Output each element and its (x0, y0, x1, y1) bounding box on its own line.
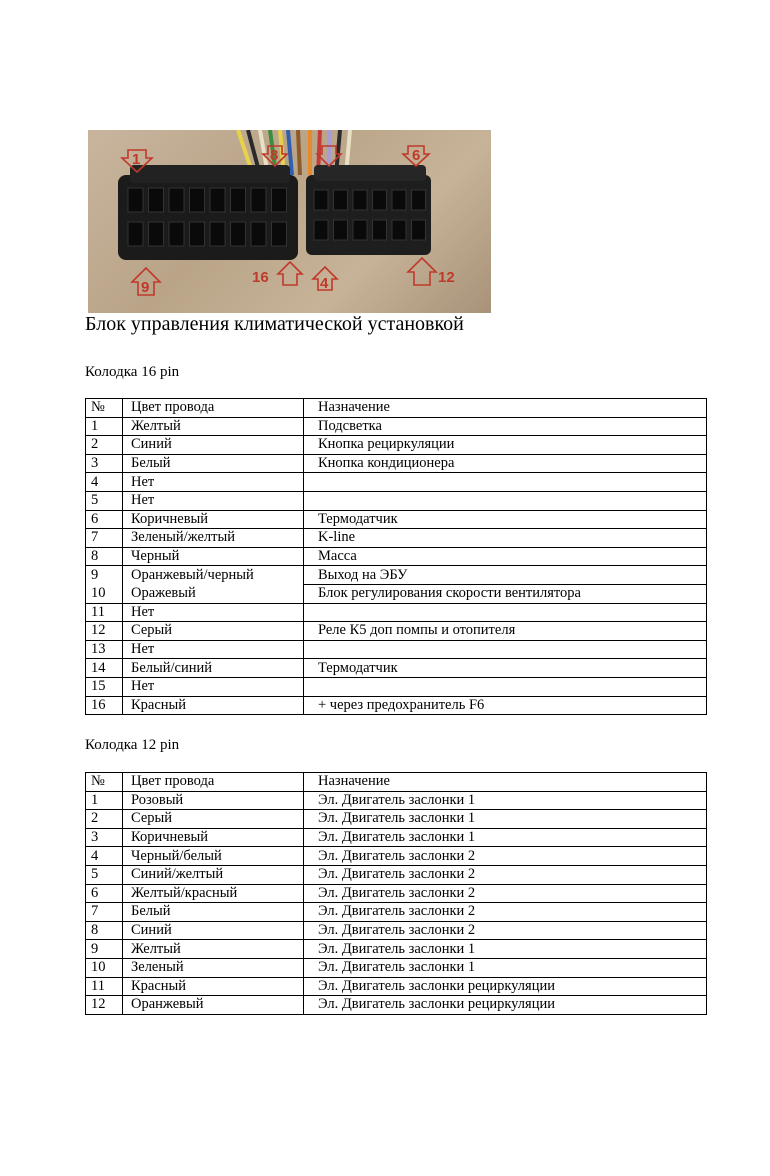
pin-number: 9 (86, 940, 123, 959)
table-row (86, 791, 707, 810)
connector-photo (88, 130, 491, 313)
pin-label-16: 16 (252, 269, 269, 286)
pin-cavity (314, 220, 328, 240)
table-row (86, 865, 707, 884)
wire-color: Желтый (123, 417, 304, 436)
wire-color: Нет (123, 640, 304, 659)
table-row (86, 696, 707, 715)
wire-color: Черный (123, 547, 304, 566)
column-header: Назначение (304, 399, 707, 418)
column-header: № (86, 773, 123, 792)
pin-function: Подсветка (304, 417, 707, 436)
table-row (86, 603, 707, 622)
pin-cavity (149, 188, 164, 212)
table-row (86, 566, 707, 585)
pin-function: Эл. Двигатель заслонки 1 (304, 791, 707, 810)
wire-color: Зеленый/желтый (123, 529, 304, 548)
pin-cavity (353, 190, 367, 210)
wire-color: Белый (123, 903, 304, 922)
wire-color: Красный (123, 977, 304, 996)
pin-cavity (190, 222, 205, 246)
pin-number: 4 (86, 847, 123, 866)
pin-label-9: 9 (141, 279, 150, 296)
table-row (86, 417, 707, 436)
pin-function: Масса (304, 547, 707, 566)
table-row (86, 529, 707, 548)
pin-cavity (210, 188, 225, 212)
pin-number: 5 (86, 491, 123, 510)
wire-color: Желтый (123, 940, 304, 959)
wire-color: Белый (123, 454, 304, 473)
table-row (86, 454, 707, 473)
pin-number: 2 (86, 810, 123, 829)
pin-function (304, 603, 707, 622)
caption-12pin: Колодка 12 pin (85, 737, 180, 753)
table-row (86, 977, 707, 996)
pin-number: 3 (86, 828, 123, 847)
arrow-up-icon (408, 258, 436, 285)
pin-cavity (272, 188, 287, 212)
pin-function: Кнопка кондиционера (304, 454, 707, 473)
wire-color: Черный/белый (123, 847, 304, 866)
wire-color: Серый (123, 810, 304, 829)
wire-color: Зеленый (123, 958, 304, 977)
pin-number: 9 (86, 566, 123, 585)
pin-cavity (353, 220, 367, 240)
pin-number: 10 (86, 958, 123, 977)
wire-color: Оражевый (123, 584, 304, 603)
table-row (86, 996, 707, 1015)
wire-color: Синий (123, 921, 304, 940)
pin-label-8: 8 (270, 147, 279, 164)
pin-cavity (334, 190, 348, 210)
pin-number: 1 (86, 417, 123, 436)
pin-function: Эл. Двигатель заслонки 2 (304, 921, 707, 940)
table-row (86, 677, 707, 696)
pin-cavity (251, 188, 266, 212)
pin-number: 6 (86, 884, 123, 903)
pinout-table-16pin (85, 398, 707, 715)
pin-label-6: 6 (412, 147, 421, 164)
column-header: № (86, 399, 123, 418)
pin-cavity (412, 190, 426, 210)
pin-function (304, 677, 707, 696)
pin-number: 8 (86, 547, 123, 566)
wire-color: Нет (123, 603, 304, 622)
pin-label-12: 12 (438, 269, 455, 286)
pin-number: 16 (86, 696, 123, 715)
pin-function: Эл. Двигатель заслонки 1 (304, 940, 707, 959)
pin-function: Эл. Двигатель заслонки 1 (304, 958, 707, 977)
pin-cavity (169, 188, 184, 212)
pin-cavity (190, 188, 205, 212)
pin-cavity (334, 220, 348, 240)
pin-number: 11 (86, 977, 123, 996)
pin-cavity (128, 188, 143, 212)
table-row (86, 884, 707, 903)
wire-color: Нет (123, 473, 304, 492)
table-row (86, 847, 707, 866)
pin-cavity (314, 190, 328, 210)
pin-number: 12 (86, 996, 123, 1015)
pin-function (304, 473, 707, 492)
table-header-row (86, 773, 707, 792)
pin-function: + через предохранитель F6 (304, 696, 707, 715)
pin-number: 14 (86, 659, 123, 678)
pin-cavity (169, 222, 184, 246)
pin-label-1: 1 (132, 151, 141, 168)
pin-function: K-line (304, 529, 707, 548)
column-header: Цвет провода (123, 399, 304, 418)
pin-cavity (231, 188, 246, 212)
pin-function (304, 491, 707, 510)
pin-function: Эл. Двигатель заслонки 1 (304, 810, 707, 829)
table-row (86, 491, 707, 510)
pin-number: 8 (86, 921, 123, 940)
wire-color: Оранжевый (123, 996, 304, 1015)
pin-function: Эл. Двигатель заслонки 2 (304, 865, 707, 884)
pinout-table-12pin (85, 772, 707, 1015)
pin-number: 4 (86, 473, 123, 492)
pin-function: Блок регулирования скорости вентилятора (304, 584, 707, 603)
table-row (86, 510, 707, 529)
pin-function: Эл. Двигатель заслонки рециркуляции (304, 977, 707, 996)
pin-cavity (128, 222, 143, 246)
pin-cavity (149, 222, 164, 246)
pin-number: 6 (86, 510, 123, 529)
pin-cavity (412, 220, 426, 240)
wire-color: Оранжевый/черный (123, 566, 304, 585)
table-row (86, 903, 707, 922)
column-header: Цвет провода (123, 773, 304, 792)
pin-function (304, 640, 707, 659)
table-row (86, 659, 707, 678)
pin-cavity (373, 220, 387, 240)
pin-cavity (231, 222, 246, 246)
pin-function: Термодатчик (304, 659, 707, 678)
wire-color: Серый (123, 622, 304, 641)
pin-number: 1 (86, 791, 123, 810)
wire-color: Коричневый (123, 828, 304, 847)
pin-number: 3 (86, 454, 123, 473)
table-row (86, 828, 707, 847)
wire-color: Синий (123, 436, 304, 455)
wire-color: Желтый/красный (123, 884, 304, 903)
table-row (86, 958, 707, 977)
pin-number: 11 (86, 603, 123, 622)
pin-function: Кнопка рециркуляции (304, 436, 707, 455)
pin-function: Термодатчик (304, 510, 707, 529)
pin-number: 5 (86, 865, 123, 884)
page-title: Блок управления климатической установкой (85, 313, 464, 335)
pin-function: Эл. Двигатель заслонки 1 (304, 828, 707, 847)
pin-number: 7 (86, 529, 123, 548)
pin-cavity (392, 190, 406, 210)
wire-color: Красный (123, 696, 304, 715)
caption-16pin: Колодка 16 pin (85, 364, 180, 380)
pin-function: Эл. Двигатель заслонки 2 (304, 903, 707, 922)
arrow-up-icon (278, 262, 302, 285)
pin-label-4: 4 (320, 275, 329, 292)
pin-cavity (373, 190, 387, 210)
pin-function: Выход на ЭБУ (304, 566, 707, 585)
table-row (86, 640, 707, 659)
table-header-row (86, 399, 707, 418)
table-row (86, 584, 707, 603)
wire-color: Нет (123, 677, 304, 696)
table-row (86, 810, 707, 829)
pin-function: Эл. Двигатель заслонки 2 (304, 884, 707, 903)
wire-color: Розовый (123, 791, 304, 810)
table-row (86, 940, 707, 959)
wire-color: Коричневый (123, 510, 304, 529)
pin-number: 13 (86, 640, 123, 659)
pin-function: Эл. Двигатель заслонки рециркуляции (304, 996, 707, 1015)
table-row (86, 473, 707, 492)
pin-function: Реле К5 доп помпы и отопителя (304, 622, 707, 641)
connector-illustration (88, 130, 491, 313)
pin-number: 7 (86, 903, 123, 922)
pin-number: 15 (86, 677, 123, 696)
pin-function: Эл. Двигатель заслонки 2 (304, 847, 707, 866)
table-row (86, 436, 707, 455)
wire-color: Синий/желтый (123, 865, 304, 884)
wire-color: Белый/синий (123, 659, 304, 678)
pin-number: 10 (86, 584, 123, 603)
pin-number: 12 (86, 622, 123, 641)
pin-cavity (251, 222, 266, 246)
pin-cavity (392, 220, 406, 240)
pin-number: 2 (86, 436, 123, 455)
pin-cavity (272, 222, 287, 246)
table-row (86, 622, 707, 641)
wire-color: Нет (123, 491, 304, 510)
pin-cavity (210, 222, 225, 246)
table-row (86, 921, 707, 940)
table-row (86, 547, 707, 566)
column-header: Назначение (304, 773, 707, 792)
